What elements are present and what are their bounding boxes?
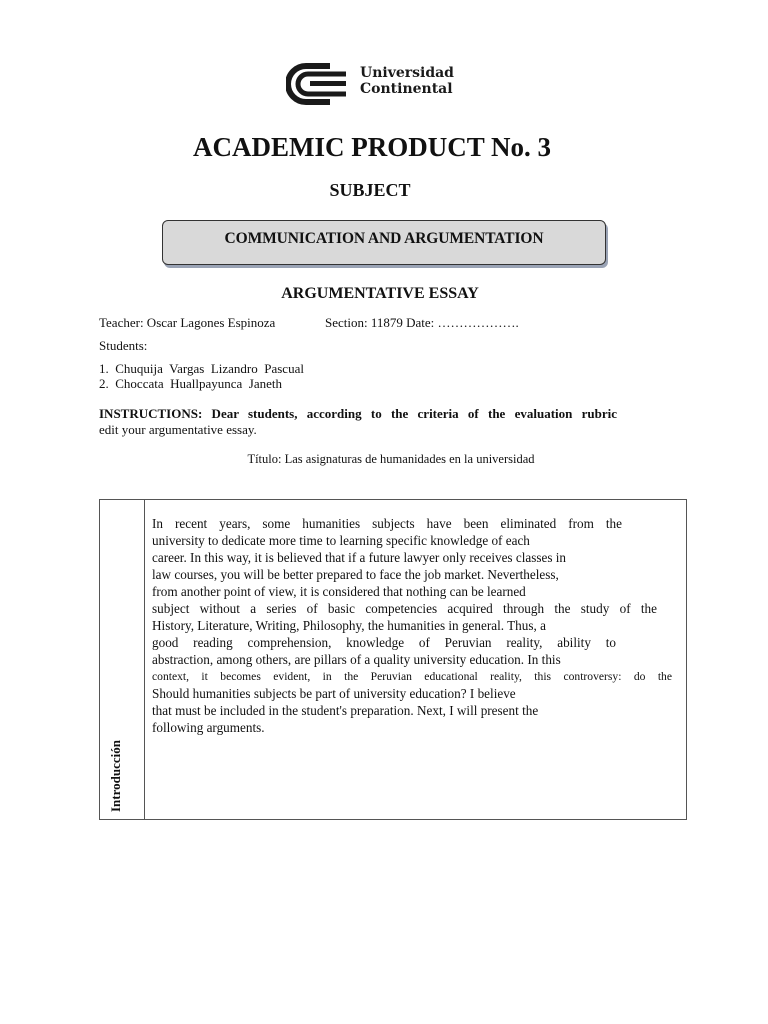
- instructions-rest: edit your argumentative essay.: [99, 422, 257, 437]
- university-logo: [286, 62, 466, 106]
- paragraph-line: abstraction, among others, are pillars of a quality university education. In this: [152, 652, 561, 667]
- instructions-bold: INSTRUCTIONS: Dear students, according to the criteria of the evaluation rubric: [99, 406, 617, 421]
- introduction-paragraph: [152, 515, 674, 736]
- university-logo-icon: [286, 62, 352, 106]
- essay-topic: Título: Las asignaturas de humanidades en la universidad: [247, 452, 535, 466]
- instructions: [99, 406, 617, 438]
- paragraph-line: that must be included in the student's preparation. Next, I will present the: [152, 703, 539, 718]
- student-1: 1. Chuquija Vargas Lizandro Pascual: [99, 361, 304, 376]
- subject-label: SUBJECT: [329, 180, 411, 200]
- introduction-label-text: Introducción: [108, 740, 123, 812]
- paragraph-line: In recent years, some humanities subjects have been eliminated from the: [152, 516, 622, 531]
- paragraph-line: good reading comprehension, knowledge of Peruvian reality, ability to: [152, 635, 616, 650]
- essay-title: ARGUMENTATIVE ESSAY: [281, 285, 479, 302]
- paragraph-line: university to dedicate more time to learning specific knowledge of each: [152, 533, 530, 548]
- introduction-label: [106, 732, 126, 812]
- page-title: ACADEMIC PRODUCT No. 3: [192, 132, 551, 162]
- course-name: COMMUNICATION AND ARGUMENTATION: [224, 230, 544, 247]
- student-2: 2. Choccata Huallpayunca Janeth: [99, 376, 283, 391]
- paragraph-line: History, Literature, Writing, Philosophy, the humanities in general. Thus, a: [152, 618, 546, 633]
- paragraph-line: career. In this way, it is believed that if a future lawyer only receives classes in: [152, 550, 567, 565]
- logo-line-2: Continental: [360, 81, 453, 97]
- table-column-divider: [144, 500, 145, 819]
- section-date-line: Section: 11879 Date: ……………….: [325, 315, 519, 330]
- university-logo-text: [360, 65, 454, 97]
- paragraph-line: following arguments.: [152, 720, 265, 735]
- logo-line-1: Universidad: [360, 65, 454, 81]
- students-label: Students:: [99, 338, 148, 353]
- paragraph-line: subject without a series of basic competencies acquired through the study of the: [152, 601, 657, 616]
- teacher-line: Teacher: Oscar Lagones Espinoza: [99, 315, 276, 330]
- paragraph-line: law courses, you will be better prepared to face the job market. Nevertheless,: [152, 567, 559, 582]
- paragraph-line: context, it becomes evident, in the Peruvian educational reality, this controversy: do the: [152, 670, 672, 683]
- course-box: [162, 220, 606, 265]
- paragraph-line: from another point of view, it is considered that nothing can be learned: [152, 584, 526, 599]
- paragraph-line: Should humanities subjects be part of university education? I believe: [152, 686, 516, 701]
